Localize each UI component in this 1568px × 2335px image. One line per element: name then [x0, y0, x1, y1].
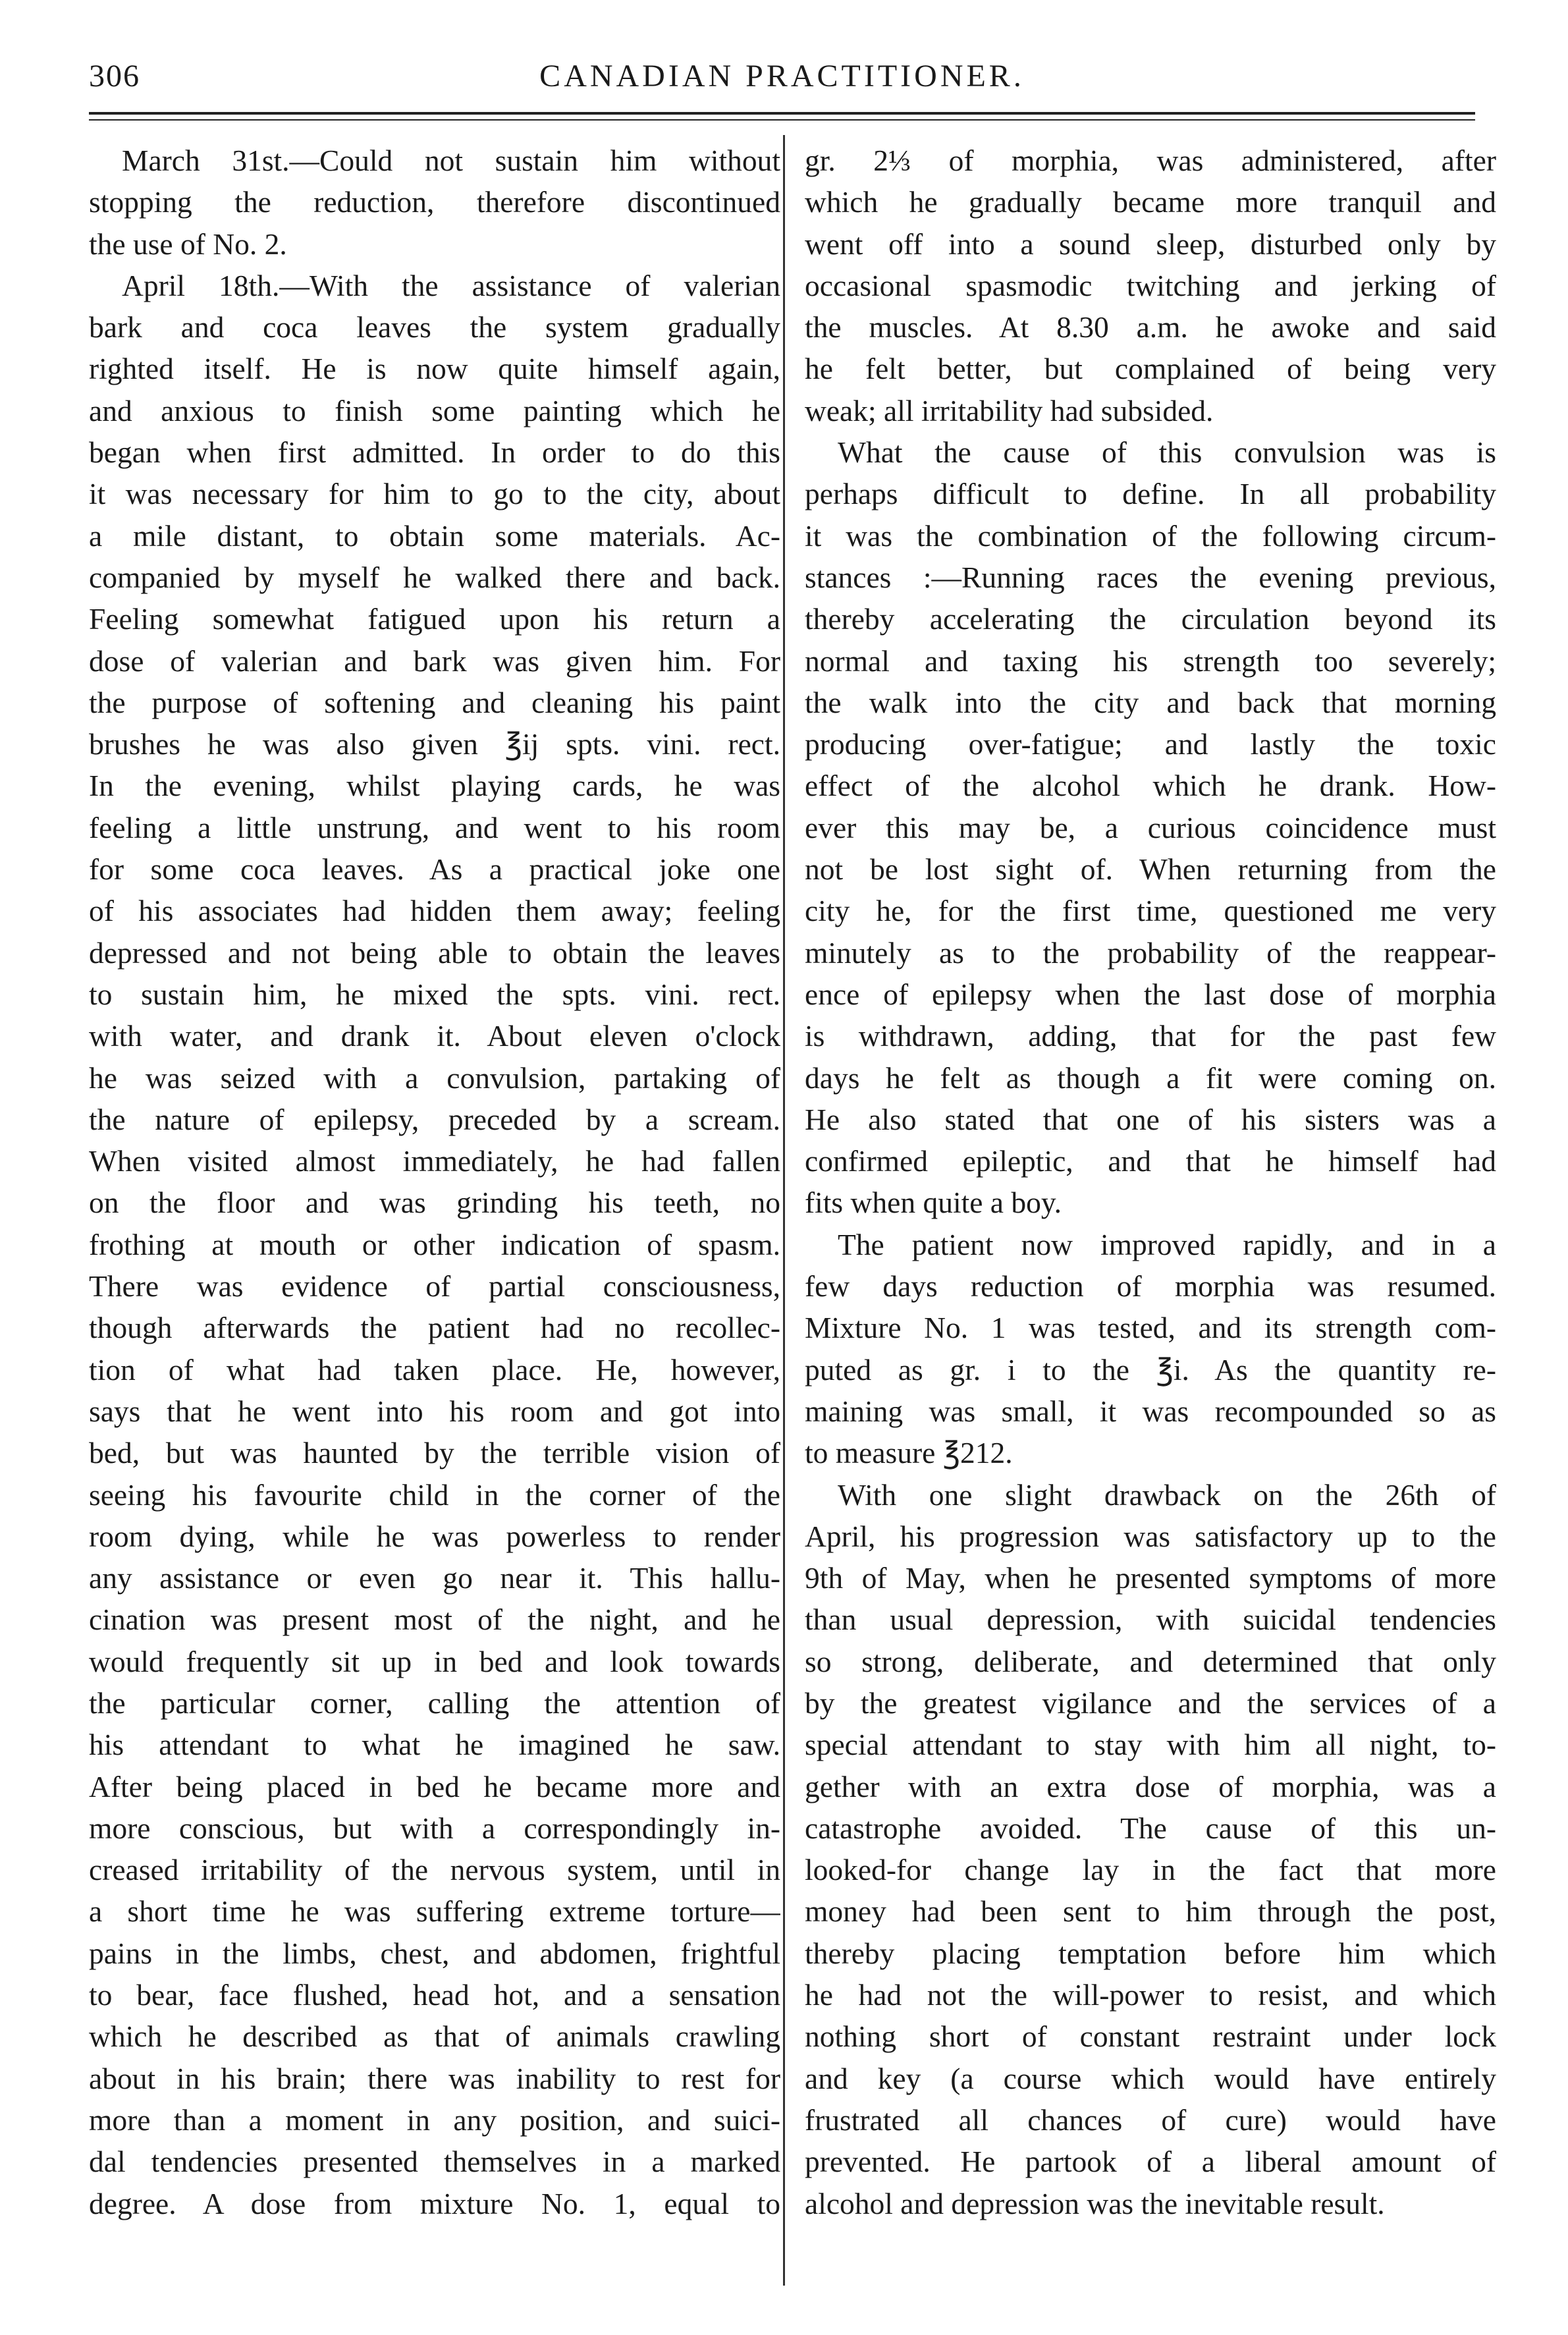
- text-line: about in his brain; there was inability to rest for: [89, 2061, 780, 2095]
- text-line: not be lost sight of. When returning from the: [805, 852, 1496, 887]
- paragraph: [805, 1224, 1496, 1474]
- text-line: the nature of epilepsy, preceded by a scream.: [89, 1102, 780, 1136]
- paragraph: [805, 140, 1496, 431]
- text-line: fits when quite a boy.: [805, 1186, 1062, 1220]
- text-line: though afterwards the patient had no recollec-: [89, 1311, 780, 1345]
- text-line: than usual depression, with suicidal tendencies: [805, 1603, 1496, 1637]
- text-line: more conscious, but with a correspondingly in-: [89, 1811, 780, 1845]
- text-line: thereby placing temptation before him which: [805, 1936, 1496, 1970]
- text-line: bark and coca leaves the system gradually: [89, 310, 780, 344]
- text-line: thereby accelerating the circulation beyond its: [805, 602, 1496, 636]
- text-line: gr. 2⅓ of morphia, was administered, after: [805, 144, 1496, 177]
- text-line: a short time he was suffering extreme torture—: [89, 1894, 780, 1929]
- text-line: nothing short of constant restraint under lock: [805, 2019, 1496, 2054]
- text-line: the walk into the city and back that morning: [805, 685, 1496, 719]
- text-line: puted as gr. i to the ℥i. As the quantity re-: [805, 1352, 1496, 1387]
- text-line: it was necessary for him to go to the city, about: [89, 477, 780, 511]
- text-line: began when first admitted. In order to do this: [89, 435, 780, 470]
- text-line: With one slight drawback on the 26th of: [838, 1477, 1496, 1512]
- text-line: alcohol and depression was the inevitable result.: [805, 2186, 1385, 2220]
- text-line: maining was small, it was recompounded so as: [805, 1394, 1496, 1428]
- column-divider: [783, 135, 785, 2286]
- text-line: he felt better, but complained of being very: [805, 352, 1496, 386]
- header-rule-thin: [89, 119, 1475, 121]
- running-head: [89, 58, 1475, 104]
- text-line: April 18th.—With the assistance of valerian: [122, 268, 780, 302]
- text-line: would frequently sit up in bed and look towards: [89, 1644, 780, 1678]
- text-line: frustrated all chances of cure) would have: [805, 2102, 1496, 2137]
- text-line: went off into a sound sleep, disturbed only by: [805, 227, 1496, 261]
- text-line: it was the combination of the following circum-: [805, 518, 1496, 553]
- text-line: He also stated that one of his sisters was a: [805, 1102, 1496, 1136]
- text-line: After being placed in bed he became more and: [89, 1769, 780, 1803]
- text-line: bed, but was haunted by the terrible vision of: [89, 1436, 780, 1470]
- text-line: March 31st.—Could not sustain him without: [122, 144, 780, 177]
- text-line: dose of valerian and bark was given him. For: [89, 644, 780, 678]
- text-line: to measure ℥212.: [805, 1436, 1013, 1470]
- paragraph: [805, 1474, 1496, 2224]
- text-line: April, his progression was satisfactory up to the: [805, 1519, 1496, 1553]
- text-line: In the evening, whilst playing cards, he was: [89, 769, 780, 803]
- text-line: catastrophe avoided. The cause of this un-: [805, 1811, 1496, 1845]
- text-line: perhaps difficult to define. In all probability: [805, 477, 1496, 511]
- journal-title: CANADIAN PRACTITIONER.: [539, 59, 1025, 94]
- text-line: feeling a little unstrung, and went to his room: [89, 810, 780, 844]
- text-line: to bear, face flushed, head hot, and a sensation: [89, 1978, 780, 2012]
- text-line: ever this may be, a curious coincidence must: [805, 810, 1496, 844]
- text-line: the purpose of softening and cleaning his paint: [89, 685, 780, 719]
- text-line: more than a moment in any position, and suici-: [89, 2102, 780, 2137]
- text-line: stances :—Running races the evening previous,: [805, 560, 1496, 594]
- text-line: the muscles. At 8.30 a.m. he awoke and said: [805, 310, 1496, 344]
- text-line: pains in the limbs, chest, and abdomen, frightful: [89, 1936, 780, 1970]
- text-line: to sustain him, he mixed the spts. vini. rect.: [89, 977, 780, 1011]
- text-line: depressed and not being able to obtain the leaves: [89, 935, 780, 970]
- paragraph: [89, 265, 780, 2224]
- text-line: righted itself. He is now quite himself again,: [89, 352, 780, 386]
- text-line: he had not the will-power to resist, and which: [805, 1978, 1496, 2012]
- text-line: the particular corner, calling the attention of: [89, 1686, 780, 1720]
- text-line: gether with an extra dose of morphia, was a: [805, 1769, 1496, 1803]
- text-line: occasional spasmodic twitching and jerking of: [805, 268, 1496, 302]
- header-rule-thick: [89, 112, 1475, 115]
- text-line: tion of what had taken place. He, however,: [89, 1352, 780, 1387]
- text-line: effect of the alcohol which he drank. How-: [805, 769, 1496, 803]
- text-line: for some coca leaves. As a practical joke one: [89, 852, 780, 887]
- text-line: a mile distant, to obtain some materials. Ac-: [89, 518, 780, 553]
- text-line: on the floor and was grinding his teeth, no: [89, 1186, 780, 1220]
- page-number: 306: [89, 59, 140, 94]
- text-line: city he, for the first time, questioned me very: [805, 894, 1496, 928]
- right-column: [805, 140, 1496, 2224]
- text-line: weak; all irritability had subsided.: [805, 393, 1214, 427]
- text-line: There was evidence of partial consciousness,: [89, 1269, 780, 1304]
- text-line: minutely as to the probability of the reappear-: [805, 935, 1496, 970]
- text-line: prevented. He partook of a liberal amount of: [805, 2145, 1496, 2179]
- left-column: [89, 140, 780, 2224]
- paragraph: [805, 431, 1496, 1224]
- text-line: cination was present most of the night, and he: [89, 1603, 780, 1637]
- text-line: room dying, while he was powerless to render: [89, 1519, 780, 1553]
- text-line: companied by myself he walked there and back.: [89, 560, 780, 594]
- text-line: days he felt as though a fit were coming on.: [805, 1060, 1496, 1095]
- text-line: Mixture No. 1 was tested, and its strength com-: [805, 1311, 1496, 1345]
- text-line: money had been sent to him through the post,: [805, 1894, 1496, 1929]
- text-line: brushes he was also given ℥ij spts. vini. rect.: [89, 727, 780, 761]
- text-line: few days reduction of morphia was resumed.: [805, 1269, 1496, 1304]
- text-line: creased irritability of the nervous system, until in: [89, 1853, 780, 1887]
- text-line: by the greatest vigilance and the services of a: [805, 1686, 1496, 1720]
- text-line: The patient now improved rapidly, and in a: [838, 1227, 1496, 1261]
- text-line: with water, and drank it. About eleven o'clock: [89, 1019, 780, 1053]
- text-line: any assistance or even go near it. This hallu-: [89, 1561, 780, 1595]
- text-line: When visited almost immediately, he had fallen: [89, 1144, 780, 1178]
- text-line: ence of epilepsy when the last dose of morphia: [805, 977, 1496, 1011]
- text-line: he was seized with a convulsion, partaking of: [89, 1060, 780, 1095]
- text-line: which he described as that of animals crawling: [89, 2019, 780, 2054]
- text-line: confirmed epileptic, and that he himself had: [805, 1144, 1496, 1178]
- text-line: producing over-fatigue; and lastly the toxic: [805, 727, 1496, 761]
- text-line: says that he went into his room and got into: [89, 1394, 780, 1428]
- text-line: What the cause of this convulsion was is: [838, 435, 1496, 470]
- text-line: and anxious to finish some painting which he: [89, 393, 780, 427]
- text-line: which he gradually became more tranquil and: [805, 185, 1496, 219]
- text-line: and key (a course which would have entirely: [805, 2061, 1496, 2095]
- text-line: of his associates had hidden them away; feeling: [89, 894, 780, 928]
- text-line: degree. A dose from mixture No. 1, equal to: [89, 2186, 780, 2220]
- text-line: so strong, deliberate, and determined that only: [805, 1644, 1496, 1678]
- text-line: normal and taxing his strength too severely;: [805, 644, 1496, 678]
- text-line: Feeling somewhat fatigued upon his return a: [89, 602, 780, 636]
- text-line: dal tendencies presented themselves in a marked: [89, 2145, 780, 2179]
- text-line: 9th of May, when he presented symptoms of more: [805, 1561, 1496, 1595]
- text-line: his attendant to what he imagined he saw.: [89, 1728, 780, 1762]
- text-line: special attendant to stay with him all night, to-: [805, 1728, 1496, 1762]
- text-line: looked-for change lay in the fact that more: [805, 1853, 1496, 1887]
- text-line: is withdrawn, adding, that for the past few: [805, 1019, 1496, 1053]
- text-line: frothing at mouth or other indication of spasm.: [89, 1227, 780, 1261]
- text-line: seeing his favourite child in the corner of the: [89, 1477, 780, 1512]
- paragraph: [89, 140, 780, 265]
- text-line: the use of No. 2.: [89, 227, 287, 261]
- text-line: stopping the reduction, therefore discontinued: [89, 185, 780, 219]
